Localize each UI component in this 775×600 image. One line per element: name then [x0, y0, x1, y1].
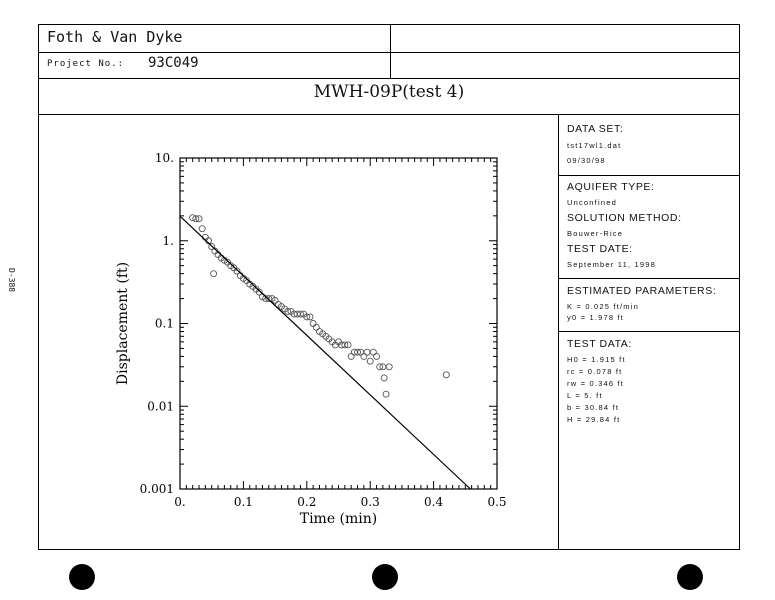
chart-ticks — [180, 158, 497, 489]
side-reference: D-388 — [7, 268, 16, 293]
data-point — [199, 226, 205, 232]
data-point — [313, 324, 319, 330]
test-date-heading: TEST DATE: — [567, 243, 633, 255]
data-point — [386, 364, 392, 370]
plot-frame — [180, 158, 497, 489]
project-number-label: Project No.: — [47, 59, 125, 69]
test-date-value: September 11, 1998 — [567, 260, 657, 269]
x-tick-label: 0.3 — [360, 495, 380, 509]
fit-line — [180, 216, 470, 489]
test-data-line: rc = 0.078 ft — [567, 367, 623, 376]
data-set-file: tst17wl1.dat — [567, 141, 622, 150]
y-tick-label: 10. — [154, 151, 174, 165]
chart-points — [190, 215, 450, 397]
data-point — [383, 391, 389, 397]
data-point — [367, 358, 373, 364]
data-point — [211, 271, 217, 277]
data-point — [348, 353, 354, 359]
data-set-heading: DATA SET: — [567, 123, 624, 135]
x-tick-label: 0.1 — [233, 495, 253, 509]
data-set-date: 09/30/98 — [567, 156, 606, 165]
binder-hole — [677, 564, 703, 590]
y-tick-label: 0.001 — [139, 482, 174, 496]
x-tick-label: 0. — [174, 495, 186, 509]
test-data-line: H = 29.84 ft — [567, 415, 621, 424]
binder-hole — [372, 564, 398, 590]
test-data-line: L = 5. ft — [567, 391, 603, 400]
test-data-line: b = 30.84 ft — [567, 403, 620, 412]
estimated-parameters-heading: ESTIMATED PARAMETERS: — [567, 285, 717, 297]
data-point — [381, 375, 387, 381]
project-number-value: 93C049 — [148, 55, 199, 71]
estimated-parameter: y0 = 1.978 ft — [567, 313, 625, 322]
data-point — [310, 321, 316, 327]
solution-method-heading: SOLUTION METHOD: — [567, 212, 682, 224]
estimated-parameter: K = 0.025 ft/min — [567, 302, 639, 311]
data-point — [370, 349, 376, 355]
solution-method-value: Bouwer-Rice — [567, 229, 624, 238]
aquifer-type-heading: AQUIFER TYPE: — [567, 181, 655, 193]
test-data-heading: TEST DATA: — [567, 338, 632, 350]
y-tick-label: 0.1 — [154, 316, 174, 331]
x-tick-label: 0.5 — [487, 495, 507, 509]
page-title: MWH-09P(test 4) — [313, 82, 465, 102]
aquifer-type-value: Unconfined — [567, 198, 617, 207]
data-point — [364, 349, 370, 355]
test-data-line: rw = 0.346 ft — [567, 379, 625, 388]
data-point — [443, 372, 449, 378]
x-tick-label: 0.4 — [424, 495, 444, 509]
data-point — [374, 353, 380, 359]
x-tick-label: 0.2 — [297, 495, 317, 509]
data-point — [361, 353, 367, 359]
binder-hole — [69, 564, 95, 590]
x-axis-label: Time (min) — [299, 511, 378, 527]
y-axis-label: Displacement (ft) — [115, 261, 131, 386]
chart-tick-labels — [140, 151, 507, 509]
y-tick-label: 1. — [162, 233, 174, 248]
test-data-line: H0 = 1.915 ft — [567, 355, 626, 364]
y-tick-label: 0.01 — [147, 399, 174, 414]
company-name: Foth & Van Dyke — [47, 28, 183, 46]
